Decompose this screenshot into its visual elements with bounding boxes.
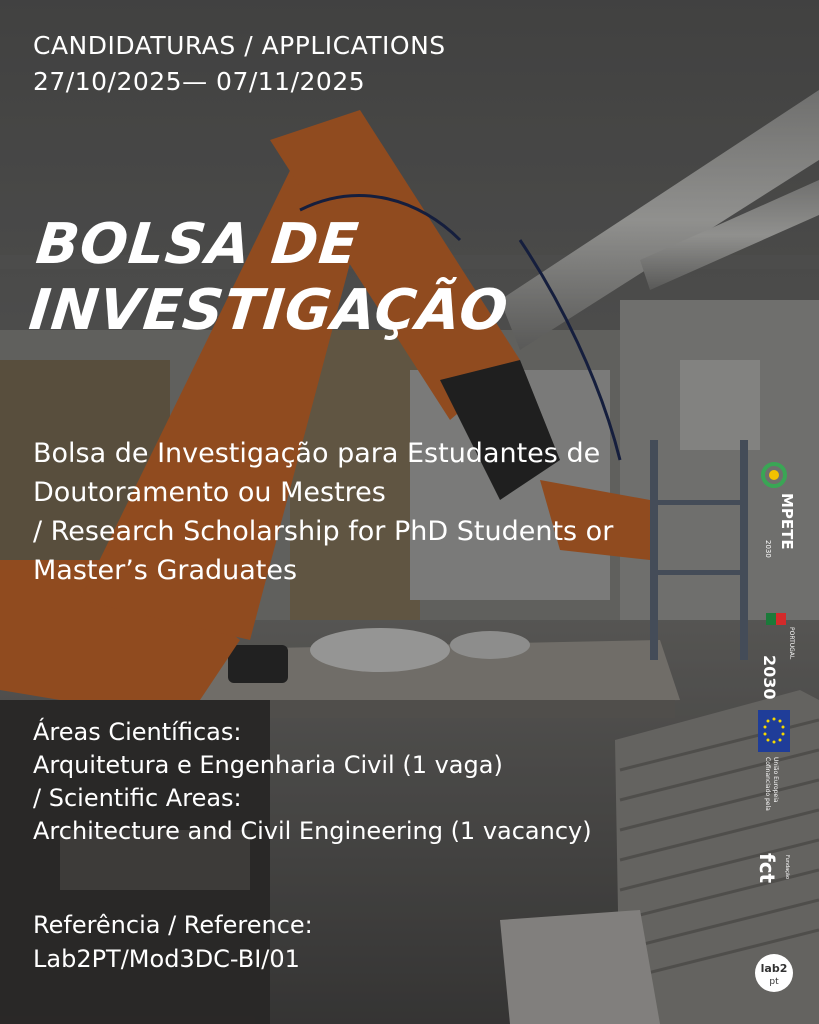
areas-line-4: Architecture and Civil Engineering (1 vacancy) xyxy=(33,817,592,845)
eu-flag-logo xyxy=(758,710,790,811)
reference-block xyxy=(33,908,313,976)
application-period xyxy=(33,28,446,100)
title-line-1: BOLSA DE xyxy=(33,212,362,277)
scholarship-description xyxy=(33,434,733,590)
title-line-2: INVESTIGAÇÃO xyxy=(26,278,512,343)
svg-text:MPETE: MPETE xyxy=(778,493,796,550)
subtitle-line-4: Master’s Graduates xyxy=(33,555,298,586)
svg-text:2030: 2030 xyxy=(764,540,772,558)
svg-text:pt: pt xyxy=(769,977,779,987)
sponsor-logos xyxy=(752,445,816,1005)
subtitle-line-3: / Research Scholarship for PhD Students or xyxy=(33,516,614,547)
reference-label: Referência / Reference: xyxy=(33,911,313,939)
svg-text:lab2: lab2 xyxy=(760,962,788,975)
svg-text:fct: fct xyxy=(755,853,779,884)
page-title xyxy=(26,212,518,344)
svg-text:Fundação: Fundação xyxy=(784,855,790,880)
svg-text:Cofinanciado pela: Cofinanciado pela xyxy=(764,757,771,811)
svg-text:2030: 2030 xyxy=(760,655,779,700)
svg-text:União Europeia: União Europeia xyxy=(772,757,779,803)
portugal-2030-logo xyxy=(760,613,795,700)
reference-code: Lab2PT/Mod3DC-BI/01 xyxy=(33,945,300,973)
applications-label: CANDIDATURAS / APPLICATIONS xyxy=(33,31,446,60)
subtitle-line-1: Bolsa de Investigação para Estudantes de xyxy=(33,438,601,469)
areas-line-3: / Scientific Areas: xyxy=(33,784,242,812)
fct-logo xyxy=(755,853,790,884)
scientific-areas xyxy=(33,716,713,848)
compete-logo xyxy=(763,464,796,558)
subtitle-line-2: Doutoramento ou Mestres xyxy=(33,477,386,508)
areas-line-1: Áreas Científicas: xyxy=(33,718,242,746)
areas-line-2: Arquitetura e Engenharia Civil (1 vaga) xyxy=(33,751,503,779)
application-dates: 27/10/2025— 07/11/2025 xyxy=(33,67,366,96)
lab2pt-logo xyxy=(755,954,793,992)
svg-text:PORTUGAL: PORTUGAL xyxy=(788,627,795,660)
